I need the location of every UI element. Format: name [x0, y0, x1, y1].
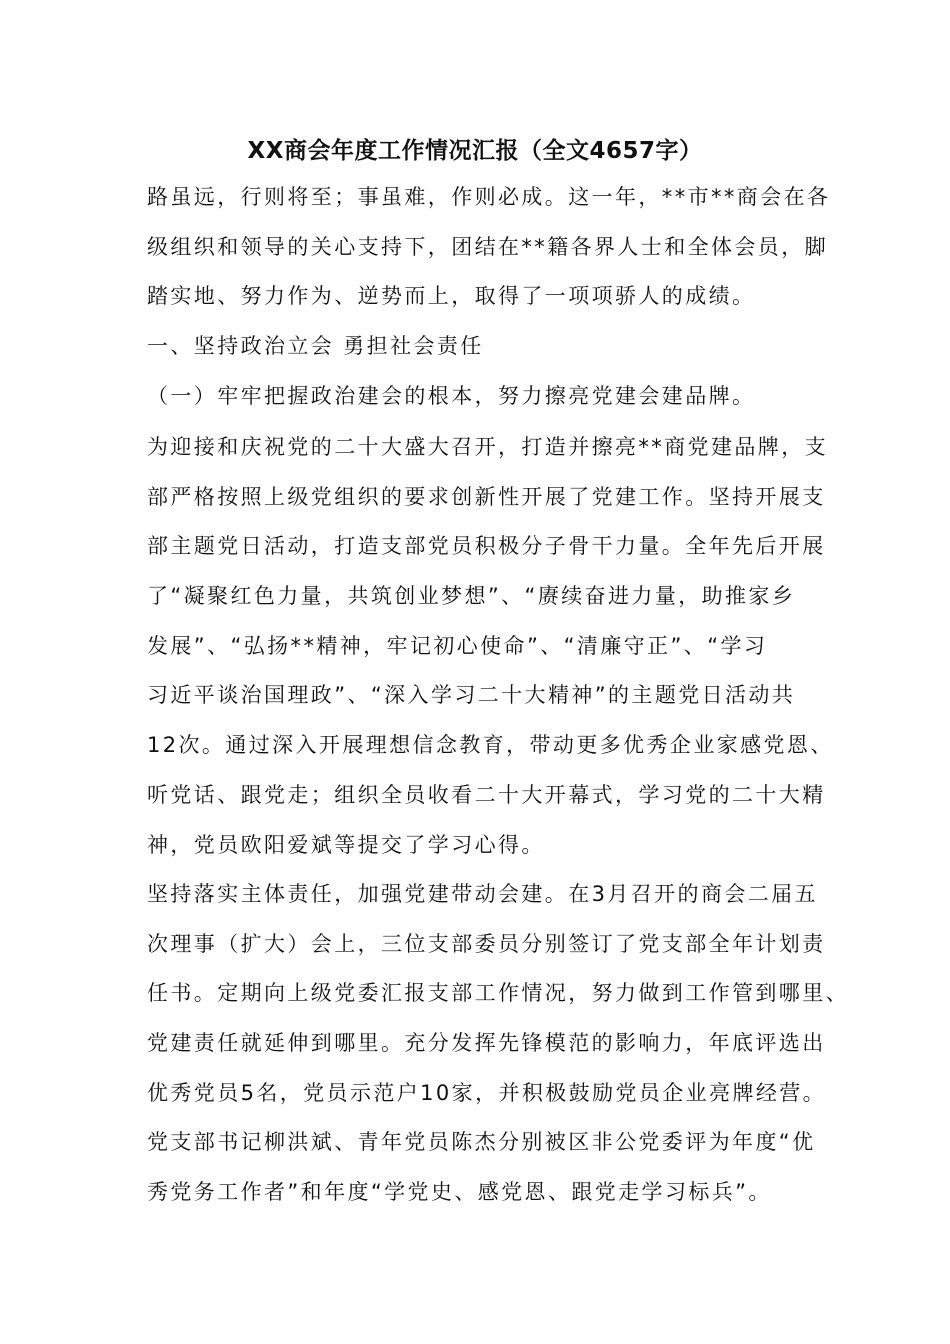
- text-line: 习近平谈治国理政”、“深入学习二十大精神”的主题党日活动共: [147, 683, 796, 708]
- text-line: 为迎接和庆祝党的二十大盛大召开，打造并擦亮**商党建品牌，支: [147, 435, 828, 459]
- subheading-text: （一）牢牢把握政治建会的根本，努力擦亮党建会建品牌。: [147, 384, 756, 408]
- text-line: 路虽远，行则将至；事虽难，作则必成。这一年，**市**商会在各: [147, 185, 831, 209]
- text-line: 党支部书记柳洪斌、青年党员陈杰分别被区非公党委评为年度“优: [147, 1130, 816, 1155]
- text-line: 任书。定期向上级党委汇报支部工作情况，努力做到工作管到哪里、: [147, 981, 849, 1006]
- body-paragraph-2: [147, 870, 849, 1218]
- text-line: 12次。通过深入开展理想信念教育，带动更多优秀企业家感党恩、: [147, 733, 834, 758]
- text-line: 神，党员欧阳爱斌等提交了学习心得。: [147, 832, 545, 857]
- text-line: 党建责任就延伸到哪里。充分发挥先锋模范的影响力，年底评选出: [147, 1031, 826, 1056]
- text-line: 踏实地、努力作为、逆势而上，取得了一项项骄人的成绩。: [147, 284, 756, 309]
- text-line: 部主题党日活动，打造支部党员积极分子骨干力量。全年先后开展: [147, 534, 826, 559]
- text-line: 优秀党员5名，党员示范户10家，并积极鼓励党员企业亮牌经营。: [147, 1080, 827, 1105]
- text-line: 秀党务工作者”和年度“学党史、感党恩、跟党走学习标兵”。: [147, 1180, 772, 1205]
- subsection-heading: [147, 372, 827, 422]
- section-heading: [147, 322, 827, 372]
- text-line: 级组织和领导的关心支持下，团结在**籍各界人士和全体会员，脚: [147, 234, 828, 259]
- intro-paragraph: [147, 173, 831, 322]
- text-line: 了“凝聚红色力量，共筑创业梦想”、“赓续奋进力量，助推家乡: [147, 584, 796, 609]
- text-line: 坚持落实主体责任，加强党建带动会建。在3月召开的商会二届五: [147, 882, 818, 906]
- document-title: XX商会年度工作情况汇报（全文4657字）: [247, 138, 703, 164]
- text-line: 次理事（扩大）会上，三位支部委员分别签订了党支部全年计划责: [147, 931, 826, 956]
- heading-text: 一、坚持政治立会 勇担社会责任: [147, 334, 484, 358]
- body-paragraph-1: [147, 423, 834, 870]
- text-line: 发展”、“弘扬**精神，牢记初心使命”、“清廉守正”、“学习: [147, 633, 768, 658]
- text-line: 部严格按照上级党组织的要求创新性开展了党建工作。坚持开展支: [147, 484, 826, 509]
- text-line: 听党话、跟党走；组织全员收看二十大开幕式，学习党的二十大精: [147, 782, 826, 807]
